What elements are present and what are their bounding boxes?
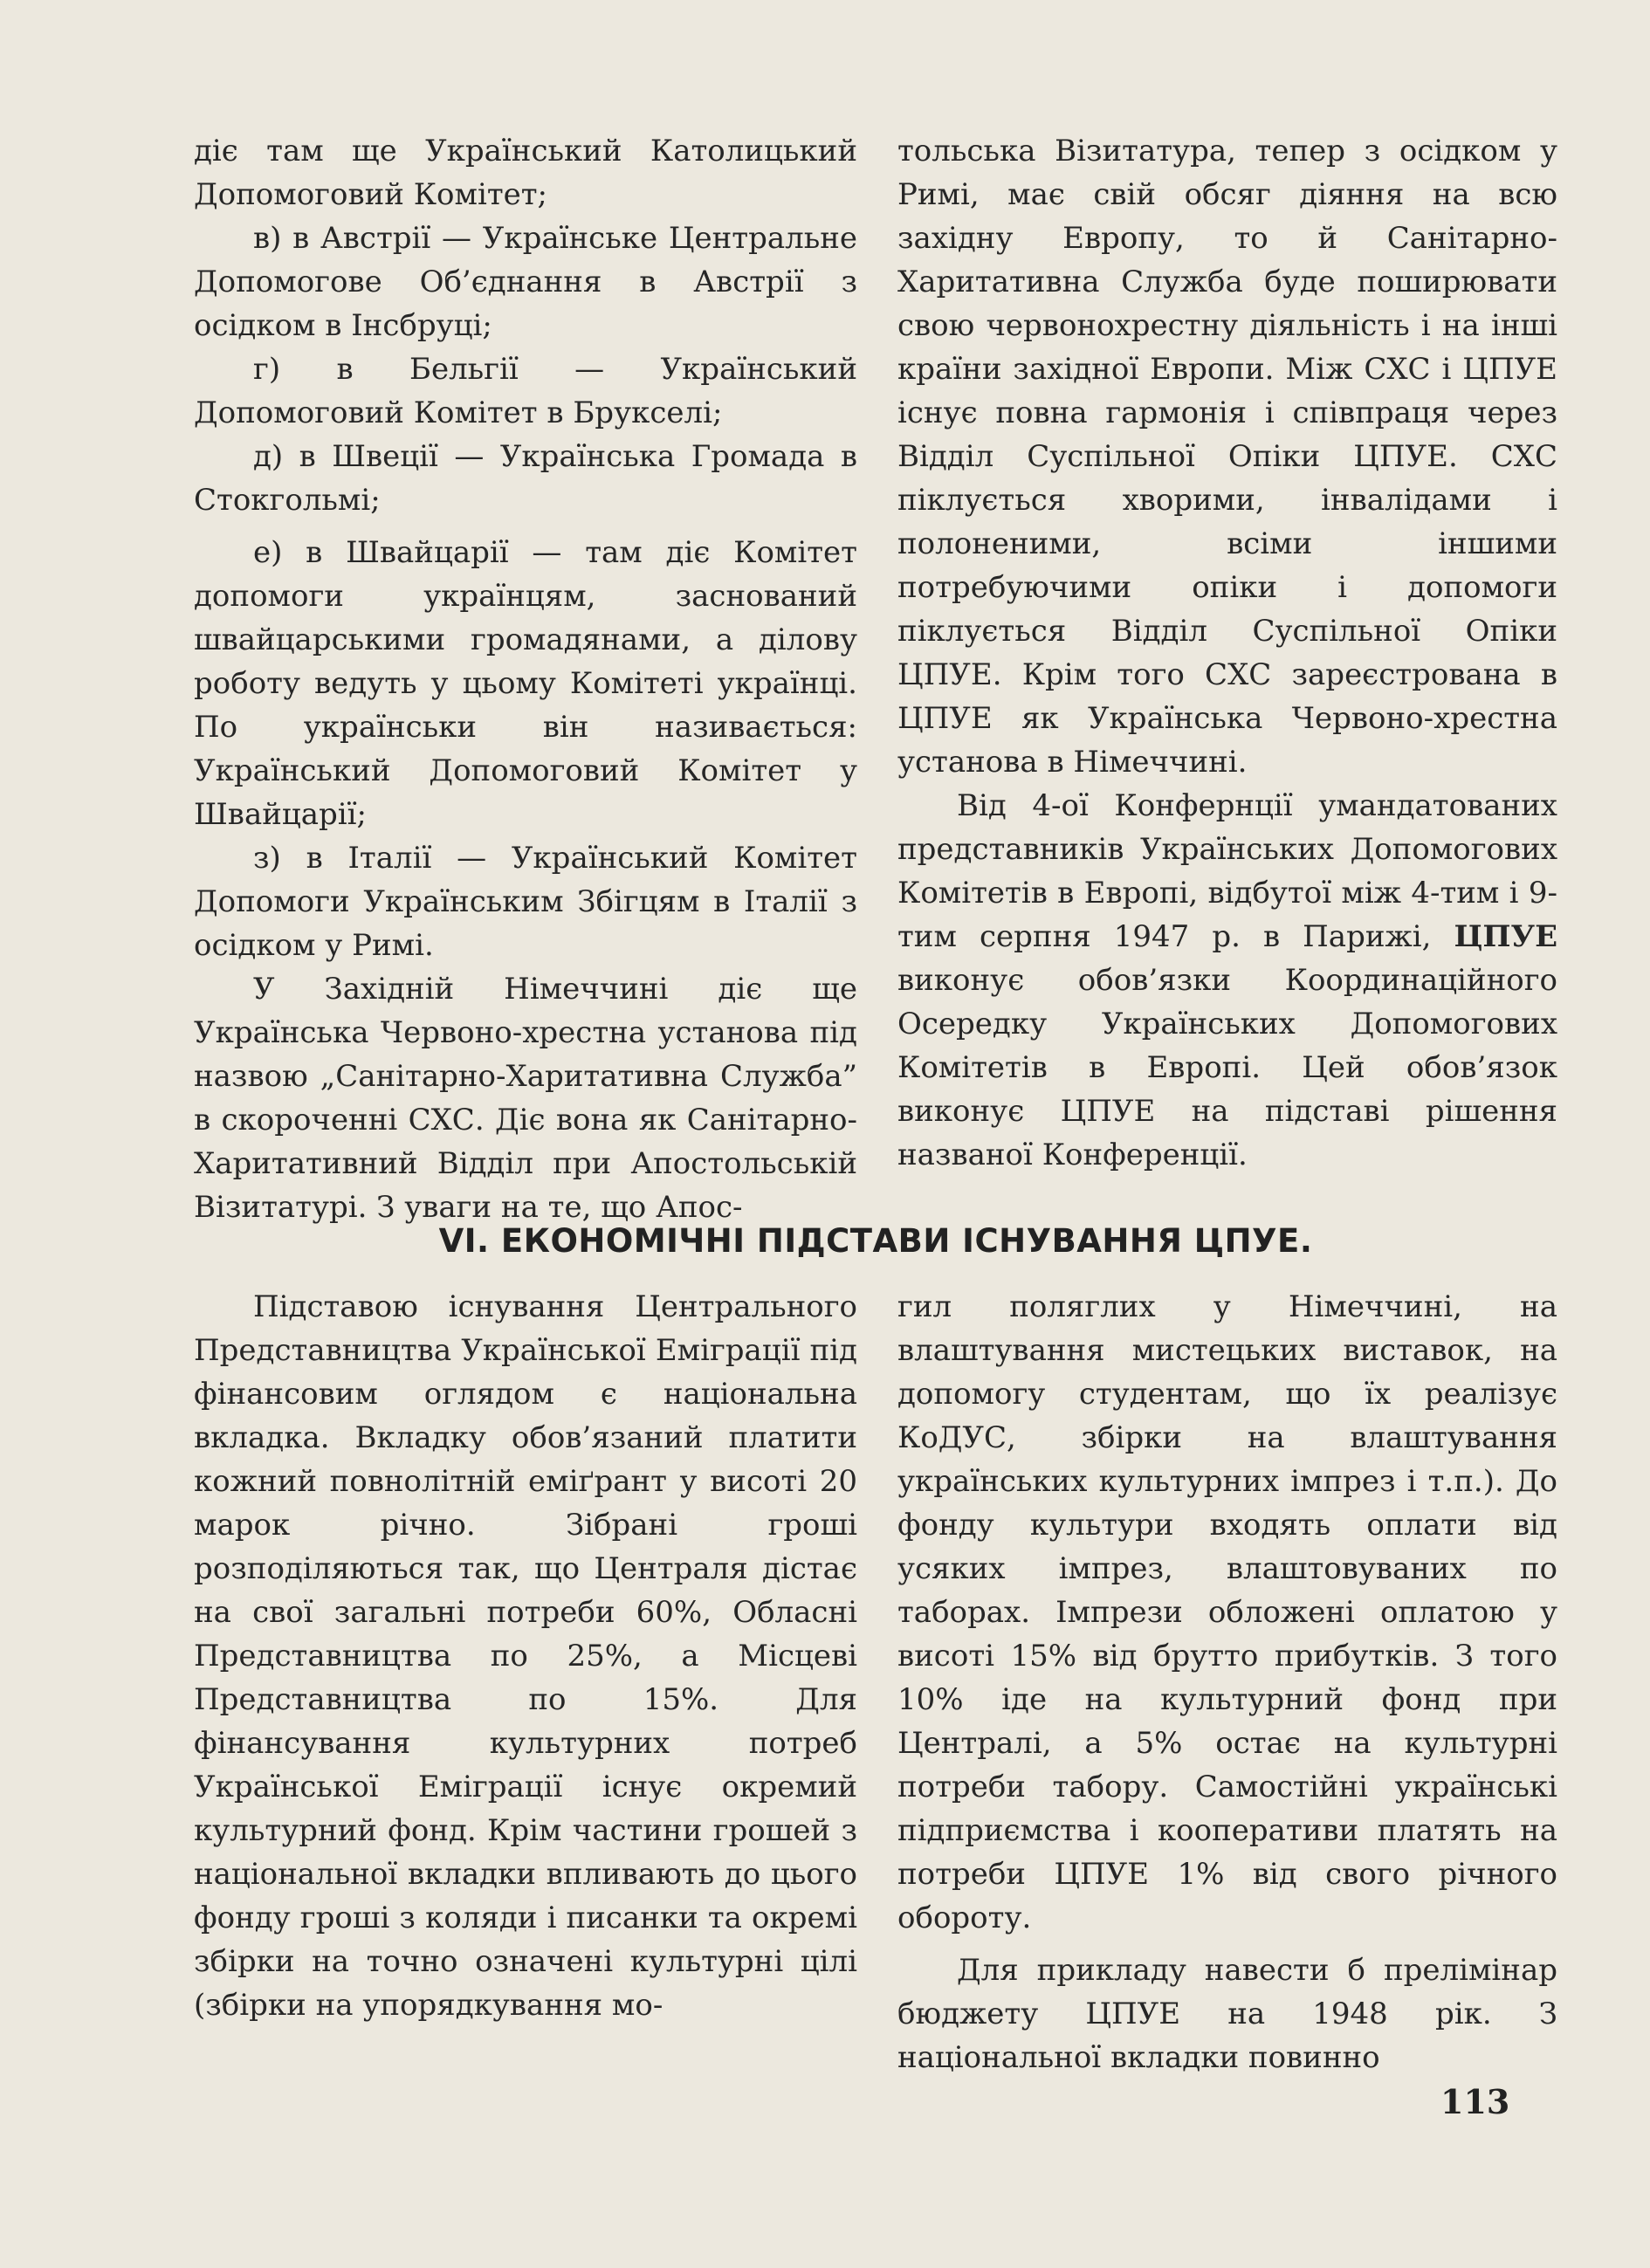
text-run: виконує обов’язки Координаційного Осередку Українських Допомогових Комітетів в Европі. Цей обов’язок виконує ЦПУЕ на підставі рішення названої Конференції. xyxy=(897,963,1557,1172)
page-number: 113 xyxy=(1440,2082,1510,2121)
column-bottom-left xyxy=(194,1285,857,2027)
paragraph: У Західній Німеччині діє ще Українська Червоно-хрестна установа під назвою „Санітарно-Харитативна Служба” в скороченні СХС. Діє вона як Санітарно-Харитативний Відділ при Апостольській Візитатурі. З уваги на те, що Апос- xyxy=(194,972,857,1225)
bold-text: ЦПУЕ xyxy=(1454,919,1557,954)
paragraph: д) в Швеції — Українська Громада в Стокгольмі; xyxy=(194,439,857,518)
paragraph xyxy=(897,784,1557,1177)
paragraph: тольська Візитатура, тепер з осідком у Римі, має свій обсяг діяння на всю західну Европу, то й Санітарно-Харитативна Служба буде поширювати свою червонохрестну діяльність і на інші країни західної Европи. Між СХС і ЦПУЕ існує повна гармонія і співпраця через Відділ Суспільної Опіки ЦПУЕ. СХС піклується хворими, інвалідами і полоненими, всіми іншими потребуючими опіки і допомоги піклується Відділ Суспільної Опіки ЦПУЕ. Крім того СХС зареєстрована в ЦПУЕ як Українська Червоно-хрестна установа в Німеччині. xyxy=(897,134,1557,780)
paragraph: гил поляглих у Німеччині, на влаштування мистецьких виставок, на допомогу студентам, що їх реалізує КоДУС, збірки на влаштування українських культурних імпрез і т.п.). До фонду культури входять оплати від усяких імпрез, влаштовуваних по таборах. Імпрези обложені оплатою у висоті 15% від брутто прибутків. З того 10% іде на культурний фонд при Централі, а 5% остає на культурні потреби табору. Самостійні українські підприємства і кооперативи платять на потреби ЦПУЕ 1% від свого річного обороту. xyxy=(897,1289,1557,1935)
paragraph: Підставою існування Центрального Представництва Української Еміграції під фінансовим оглядом є національна вкладка. Вкладку обов’язаний платити кожний повнолітній еміґрант у висоті 20 марок річно. Зібрані гроші розподіляються так, що Централя дістає на свої загальні потреби 60%, Обласні Представництва по 25%, а Місцеві Представництва по 15%. Для фінансування культурних потреб Української Еміграції існує окремий культурний фонд. Крім частини грошей з національної вкладки впливають до цього фонду гроші з коляди і писанки та окремі збірки на точно означені культурні цілі (збірки на упорядкування мо- xyxy=(194,1289,857,2023)
paragraph: е) в Швайцарії — там діє Комітет допомоги українцям, заснований швайцарськими громадянами, а ділову роботу ведуть у цьому Комітеті українці. По українськи він називається: Український Допомоговий Комітет у Швайцарії; xyxy=(194,535,857,832)
column-top-right xyxy=(897,129,1557,1177)
paragraph: діє там ще Український Католицький Допомоговий Комітет; xyxy=(194,134,857,212)
section-heading: VI. ЕКОНОМІЧНІ ПІДСТАВИ ІСНУВАННЯ ЦПУЕ. xyxy=(438,1222,1313,1260)
paragraph: г) в Бельгії — Український Допомоговий Комітет в Брукселі; xyxy=(194,352,857,430)
column-top-left xyxy=(194,129,857,1229)
paragraph: з) в Італії — Український Комітет Допомоги Українським Збігцям в Італії з осідком у Римі. xyxy=(194,841,857,963)
paragraph: Для прикладу навести б прелімінар бюджету ЦПУЕ на 1948 рік. З національної вкладки повинно xyxy=(897,1953,1557,2075)
paragraph: в) в Австрії — Українське Центральне Допомогове Об’єднання в Австрії з осідком в Інсбруці; xyxy=(194,221,857,343)
text-run: Від 4-ої Конфернції умандатованих представників Українських Допомогових Комітетів в Европі, відбутої між 4-тим і 9-тим серпня 1947 р. в Парижі, xyxy=(897,788,1557,954)
column-bottom-right xyxy=(897,1285,1557,2079)
